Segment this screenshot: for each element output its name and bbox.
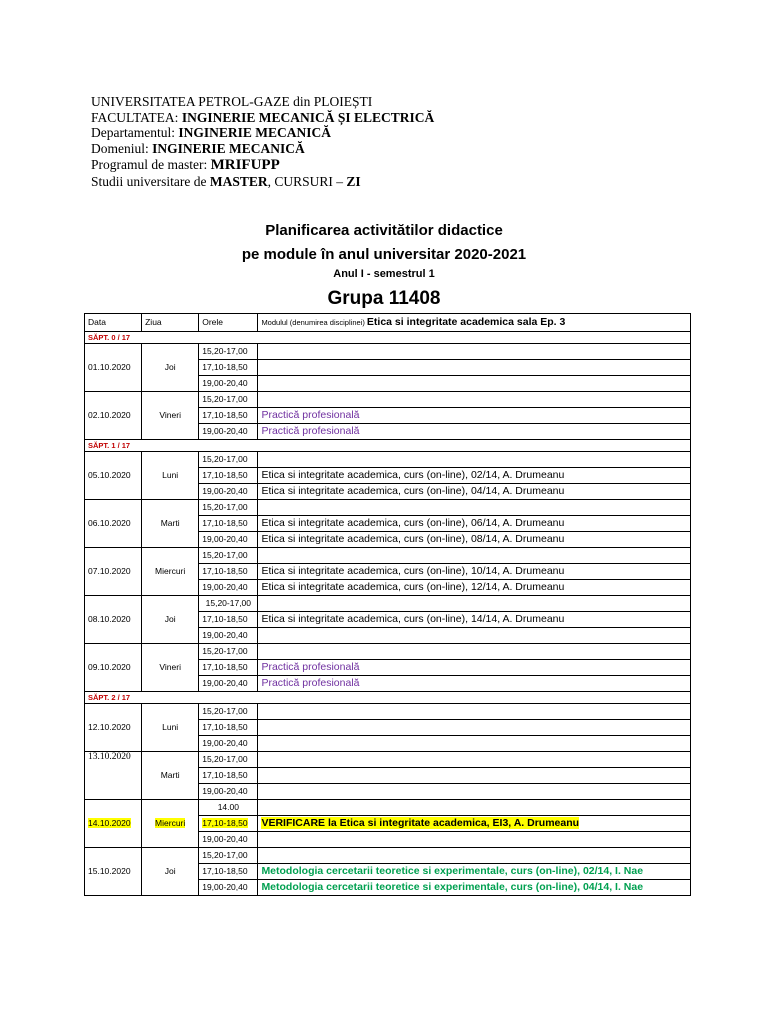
hours-cell: 15,20-17,00 <box>199 392 258 408</box>
year-semester: Anul I - semestrul 1 <box>333 268 435 280</box>
table-row <box>85 500 691 516</box>
table-row <box>85 644 691 660</box>
date-cell <box>85 800 142 848</box>
studies-courses: , CURSURI – <box>267 173 347 189</box>
hours-cell: 19,00-20,40 <box>199 832 258 848</box>
module-cell: Practică profesională <box>258 660 691 676</box>
module-cell: Etica si integritate academica, curs (on-line), 10/14, A. Drumeanu <box>258 564 691 580</box>
hours-cell: 19,00-20,40 <box>199 784 258 800</box>
day-cell <box>142 800 199 848</box>
day-cell: Luni <box>142 704 199 752</box>
week-label: SĂPT. 0 / 17 <box>85 332 691 344</box>
planning-subtitle: pe module în anul universitar 2020-2021 <box>241 246 527 263</box>
program-value: MRIFUPP <box>210 156 280 173</box>
hours-cell: 17,10-18,50 <box>199 720 258 736</box>
module-cell <box>258 768 691 784</box>
hours-cell: 15,20-17,00 <box>199 752 258 768</box>
hours-highlight: 17,10-18,50 <box>202 818 248 828</box>
domain-label: Domeniul: <box>91 141 153 157</box>
faculty-value: INGINERIE MECANICĂ ȘI ELECTRICĂ <box>181 109 435 125</box>
week-row <box>85 332 691 344</box>
module-cell <box>258 392 691 408</box>
hours-cell: 19,00-20,40 <box>199 676 258 692</box>
table-row <box>85 392 691 408</box>
module-cell <box>258 816 691 832</box>
department-label: Departamentul: <box>91 125 179 141</box>
module-cell: Practică profesională <box>258 676 691 692</box>
module-cell <box>258 360 691 376</box>
module-cell: Metodologia cercetarii teoretice si experimentale, curs (on-line), 04/14, I. Nae <box>258 880 691 896</box>
date-cell: 08.10.2020 <box>85 596 142 644</box>
col-header-orele: Orele <box>199 314 258 332</box>
table-row <box>85 752 691 768</box>
week-row <box>85 440 691 452</box>
day-cell: Marti <box>142 500 199 548</box>
col-header-modul <box>258 314 691 332</box>
studies-label: Studii universitare de <box>91 173 210 189</box>
module-cell <box>258 800 691 816</box>
hours-cell: 17,10-18,50 <box>199 564 258 580</box>
date-cell: 05.10.2020 <box>85 452 142 500</box>
schedule-table <box>84 313 691 896</box>
table-row <box>85 452 691 468</box>
date-cell: 02.10.2020 <box>85 392 142 440</box>
table-row <box>85 800 691 816</box>
domain-line <box>91 141 434 157</box>
hours-cell: 17,10-18,50 <box>199 612 258 628</box>
day-highlight: Miercuri <box>155 818 186 828</box>
hours-cell: 19,00-20,40 <box>199 736 258 752</box>
faculty-line <box>91 110 434 126</box>
hours-cell: 15,20-17,00 <box>199 704 258 720</box>
date-cell: 15.10.2020 <box>85 848 142 896</box>
module-cell: Etica si integritate academica, curs (on-line), 12/14, A. Drumeanu <box>258 580 691 596</box>
module-cell <box>258 452 691 468</box>
modul-label: Modulul (denumirea disciplinei) <box>261 318 365 327</box>
module-cell <box>258 376 691 392</box>
group-title: Grupa 11408 <box>327 288 441 309</box>
studies-level: MASTER <box>209 173 268 189</box>
date-cell: 12.10.2020 <box>85 704 142 752</box>
module-cell <box>258 596 691 612</box>
col-header-ziua: Ziua <box>142 314 199 332</box>
module-cell: Etica si integritate academica, curs (on-line), 08/14, A. Drumeanu <box>258 532 691 548</box>
module-cell <box>258 720 691 736</box>
week-label: SĂPT. 1 / 17 <box>85 440 691 452</box>
table-row <box>85 596 691 612</box>
module-cell: Practică profesională <box>258 408 691 424</box>
module-cell: Etica si integritate academica, curs (on-line), 06/14, A. Drumeanu <box>258 516 691 532</box>
module-cell <box>258 736 691 752</box>
day-cell: Vineri <box>142 392 199 440</box>
hours-cell: 19,00-20,40 <box>199 880 258 896</box>
day-cell: Marti <box>142 752 199 800</box>
program-label: Programul de master: <box>91 156 211 172</box>
department-line <box>91 125 434 141</box>
hours-cell: 15,20-17,00 <box>199 344 258 360</box>
day-cell: Joi <box>142 596 199 644</box>
university-name: UNIVERSITATEA PETROL-GAZE din PLOIEȘTI <box>91 94 373 109</box>
module-cell: Etica si integritate academica, curs (on-line), 14/14, A. Drumeanu <box>258 612 691 628</box>
hours-cell <box>199 816 258 832</box>
program-line <box>91 157 434 174</box>
hours-cell: 15,20-17,00 <box>199 452 258 468</box>
module-cell <box>258 644 691 660</box>
week-row <box>85 692 691 704</box>
module-cell <box>258 848 691 864</box>
day-cell: Joi <box>142 344 199 392</box>
day-cell: Luni <box>142 452 199 500</box>
hours-cell: 19,00-20,40 <box>199 424 258 440</box>
document-header <box>91 94 434 189</box>
hours-cell: 17,10-18,50 <box>199 468 258 484</box>
date-cell: 06.10.2020 <box>85 500 142 548</box>
hours-cell: 15,20-17,00 <box>199 848 258 864</box>
module-cell <box>258 704 691 720</box>
module-cell: Metodologia cercetarii teoretice si experimentale, curs (on-line), 02/14, I. Nae <box>258 864 691 880</box>
hours-cell: 19,00-20,40 <box>199 376 258 392</box>
table-row <box>85 344 691 360</box>
date-cell: 09.10.2020 <box>85 644 142 692</box>
hours-cell: 17,10-18,50 <box>199 408 258 424</box>
week-label: SĂPT. 2 / 17 <box>85 692 691 704</box>
faculty-label: FACULTATEA: <box>91 109 182 125</box>
module-cell <box>258 500 691 516</box>
module-cell <box>258 752 691 768</box>
date-cell: 01.10.2020 <box>85 344 142 392</box>
col-header-data: Data <box>85 314 142 332</box>
exam-highlight: VERIFICARE la Etica si integritate academica, EI3, A. Drumeanu <box>261 817 580 829</box>
table-row <box>85 704 691 720</box>
studies-form: ZI <box>346 173 361 189</box>
module-cell <box>258 784 691 800</box>
hours-cell: 19,00-20,40 <box>199 580 258 596</box>
module-cell: Etica si integritate academica, curs (on-line), 04/14, A. Drumeanu <box>258 484 691 500</box>
hours-cell: 17,10-18,50 <box>199 660 258 676</box>
modul-discipline: Etica si integritate academica sala Ep. 3 <box>366 316 566 328</box>
date-cell: 07.10.2020 <box>85 548 142 596</box>
hours-cell: 14.00 <box>199 800 258 816</box>
day-cell: Joi <box>142 848 199 896</box>
department-value: INGINERIE MECANICĂ <box>178 125 331 141</box>
hours-cell: 19,00-20,40 <box>199 484 258 500</box>
module-cell <box>258 548 691 564</box>
table-row <box>85 548 691 564</box>
hours-cell: 19,00-20,40 <box>199 628 258 644</box>
hours-cell: 17,10-18,50 <box>199 516 258 532</box>
hours-cell: 15,20-17,00 <box>199 644 258 660</box>
day-cell: Miercuri <box>142 548 199 596</box>
studies-line <box>91 174 434 190</box>
planning-title: Planificarea activitătilor didactice <box>265 222 503 239</box>
domain-value: INGINERIE MECANICĂ <box>152 141 305 157</box>
date-cell: 13.10.2020 <box>85 752 142 800</box>
hours-cell: 19,00-20,40 <box>199 532 258 548</box>
table-row <box>85 848 691 864</box>
module-cell: Practică profesională <box>258 424 691 440</box>
hours-cell: 17,10-18,50 <box>199 864 258 880</box>
module-cell: Etica si integritate academica, curs (on-line), 02/14, A. Drumeanu <box>258 468 691 484</box>
hours-cell: 15,20-17,00 <box>199 596 258 612</box>
hours-cell: 15,20-17,00 <box>199 548 258 564</box>
table-header-row <box>85 314 691 332</box>
date-highlight: 14.10.2020 <box>88 818 131 828</box>
day-cell: Vineri <box>142 644 199 692</box>
module-cell <box>258 832 691 848</box>
module-cell <box>258 344 691 360</box>
hours-cell: 17,10-18,50 <box>199 768 258 784</box>
hours-cell: 17,10-18,50 <box>199 360 258 376</box>
hours-cell: 15,20-17,00 <box>199 500 258 516</box>
module-cell <box>258 628 691 644</box>
